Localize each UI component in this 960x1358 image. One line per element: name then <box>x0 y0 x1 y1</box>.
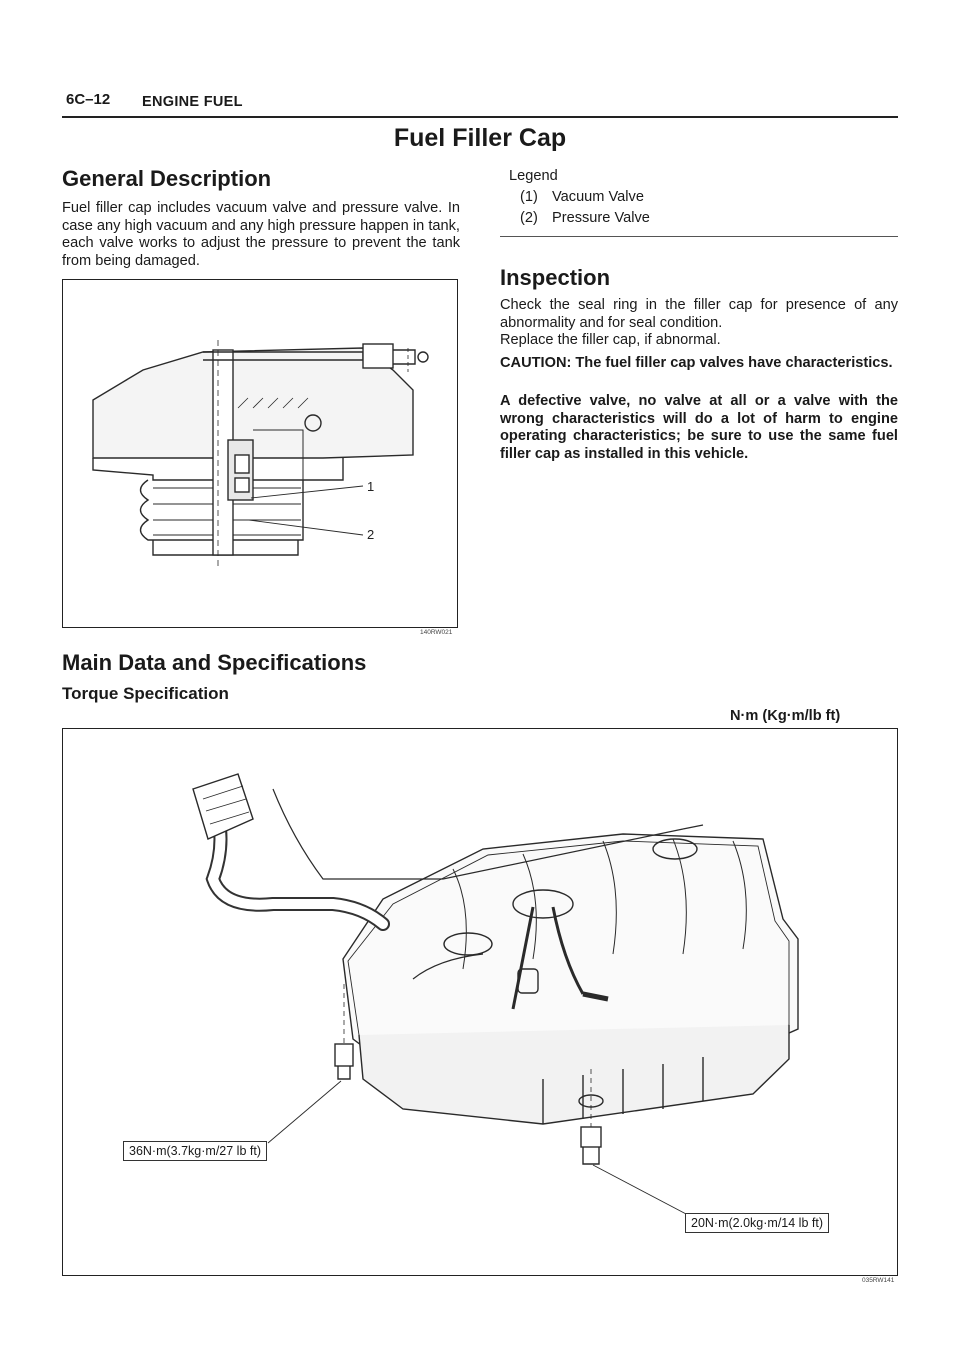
legend-heading: Legend <box>509 168 558 184</box>
header-divider <box>62 116 898 118</box>
section-title: ENGINE FUEL <box>142 94 243 110</box>
page-title: Fuel Filler Cap <box>393 124 567 152</box>
legend-label-1: Vacuum Valve <box>552 189 644 205</box>
inspection-text-1: Check the seal ring in the filler cap for presence of any abnormality and for seal condition. <box>500 297 898 331</box>
fuel-tank-diagram <box>63 729 897 1275</box>
figure1-id: 140RW021 <box>420 629 453 636</box>
legend-num-2: (2) <box>520 210 538 226</box>
general-description-heading: General Description <box>62 166 272 191</box>
figure2-id: 035RW141 <box>862 1277 895 1284</box>
callout-1: 1 <box>367 479 375 494</box>
inspection-text-2: Replace the filler cap, if abnormal. <box>500 332 721 348</box>
fuel-tank-figure <box>62 728 898 1276</box>
legend-label-2: Pressure Valve <box>552 210 650 226</box>
torque-spec-heading: Torque Specification <box>62 684 229 703</box>
torque-callout-left: 36N·m(3.7kg·m/27 lb ft) <box>123 1141 267 1161</box>
section-code: 6C–12 <box>66 91 111 108</box>
legend-divider <box>500 236 898 237</box>
caution-title: CAUTION: The fuel filler cap valves have characteristics. <box>500 355 893 371</box>
legend-num-1: (1) <box>520 189 538 205</box>
torque-callout-right: 20N·m(2.0kg·m/14 lb ft) <box>685 1213 829 1233</box>
main-data-heading: Main Data and Specifications <box>62 650 367 675</box>
inspection-heading: Inspection <box>500 265 611 290</box>
torque-units: N·m (Kg·m/lb ft) <box>730 708 841 724</box>
filler-cap-diagram <box>63 280 457 627</box>
filler-cap-figure <box>62 279 458 628</box>
caution-text: A defective valve, no valve at all or a valve with the wrong characteristics will do a lot of harm to engine operating characteristics; be sure to use the same fuel filler cap as installed in this vehicle. <box>500 393 898 462</box>
general-description-text: Fuel filler cap includes vacuum valve and pressure valve. In case any high vacuum and any high pressure happen in tank, each valve works to adjust the pressure to prevent the tank from being damaged. <box>62 200 460 269</box>
callout-2: 2 <box>367 527 375 542</box>
